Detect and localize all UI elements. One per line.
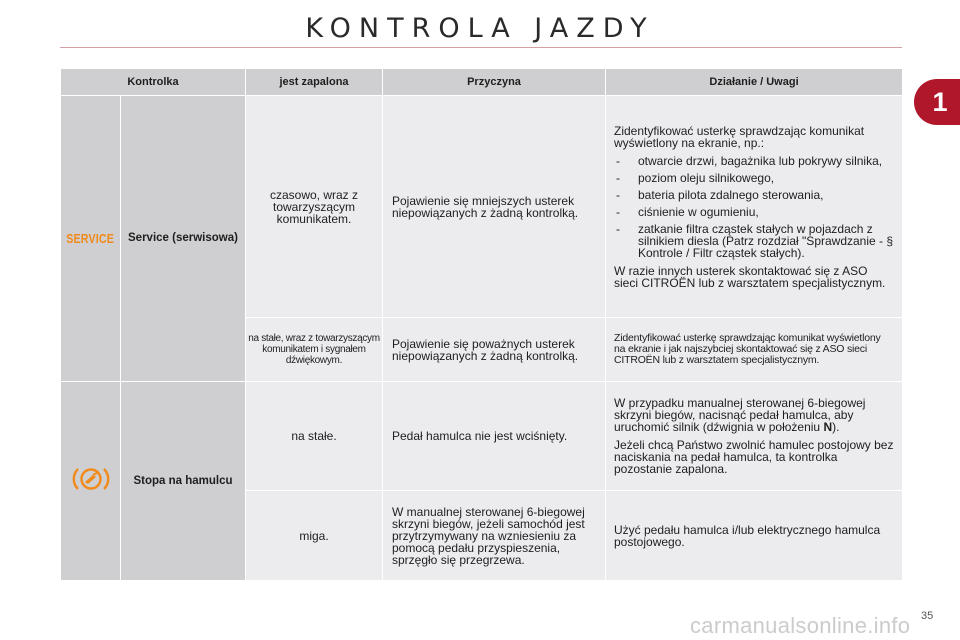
action-outro: W razie innych usterek skontaktować się z ASO sieci CITROËN lub z warsztatem specjalistycznym. — [614, 263, 886, 290]
column-header-kontrolka: Kontrolka — [61, 69, 246, 96]
warning-light-name: Service (serwisowa) — [121, 96, 246, 382]
action-text: ). — [832, 420, 840, 434]
column-header-dzialanie: Działanie / Uwagi — [606, 69, 903, 96]
table-row — [61, 382, 903, 491]
warning-lights-table — [60, 68, 903, 581]
action-text: W przypadku manualnej sterowanej 6-biegowej skrzyni biegów, nacisnąć pedał hamulca, aby uruchomić silnik (dźwignia w położeniu — [614, 396, 866, 434]
list-item: - zatkanie filtra cząstek stałych w pojazdach z silnikiem diesla (Patrz rozdział "Sprawdzanie - § Kontrole / Filtr cząstek stałych). — [614, 223, 894, 259]
page-number: 35 — [921, 610, 934, 622]
action-bullet-list — [614, 155, 894, 259]
action-text: Zidentyfikować usterkę sprawdzając komunikat wyświetlony na ekranie i jak najszybciej skontaktować się z ASO sieci CITROËN lub z warsztatem specjalistycznym. — [606, 318, 903, 382]
service-icon-cell — [61, 96, 121, 382]
service-icon: SERVICE — [66, 230, 115, 246]
warning-light-name: Stopa na hamulcu — [121, 382, 246, 581]
cause-text: Pojawienie się mniejszych usterek niepowiązanych z żadną kontrolką. — [383, 96, 606, 318]
list-item: - poziom oleju silnikowego, — [614, 172, 894, 184]
lit-condition: na stałe, wraz z towarzyszącym komunikatem i sygnałem dźwiękowym. — [246, 318, 383, 382]
action-paragraph: Jeżeli chcą Państwo zwolnić hamulec postojowy bez naciskania na pedał hamulca, ta kontrolka pozostanie zapalona. — [614, 438, 894, 476]
action-paragraph — [614, 397, 894, 433]
list-item: - ciśnienie w ogumieniu, — [614, 206, 894, 218]
action-text: Użyć pedału hamulca i/lub elektrycznego hamulca postojowego. — [606, 491, 903, 581]
page-title: KONTROLA JAZDY — [305, 13, 655, 44]
title-divider — [60, 47, 902, 48]
lit-condition: miga. — [246, 491, 383, 581]
gear-position-n: N — [823, 420, 833, 434]
table-row — [61, 96, 903, 318]
cause-text: W manualnej sterowanej 6-biegowej skrzyni biegów, jeżeli samochód jest przytrzymywany na wzniesieniu za pomocą pedału przyspieszenia, sprzęgło się przegrzewa. — [383, 491, 606, 581]
action-cell — [606, 382, 903, 491]
action-intro: Zidentyfikować usterkę sprawdzając komunikat wyświetlony na ekranie, np.: — [614, 123, 865, 150]
parking-brake-pedal-icon — [72, 464, 110, 499]
lit-condition: czasowo, wraz z towarzyszącym komunikatem. — [246, 96, 383, 318]
watermark: carmanualsonline.info — [690, 613, 911, 638]
chapter-tab: 1 — [914, 79, 960, 125]
cause-text: Pedał hamulca nie jest wciśnięty. — [383, 382, 606, 491]
brake-icon-cell — [61, 382, 121, 581]
column-header-zapalona: jest zapalona — [246, 69, 383, 96]
list-item: - bateria pilota zdalnego sterowania, — [614, 189, 894, 201]
list-item: - otwarcie drzwi, bagażnika lub pokrywy silnika, — [614, 155, 894, 167]
cause-text: Pojawienie się poważnych usterek niepowiązanych z żadną kontrolką. — [383, 318, 606, 382]
table-header-row — [61, 69, 903, 96]
lit-condition: na stałe. — [246, 382, 383, 491]
action-cell — [606, 96, 903, 318]
column-header-przyczyna: Przyczyna — [383, 69, 606, 96]
